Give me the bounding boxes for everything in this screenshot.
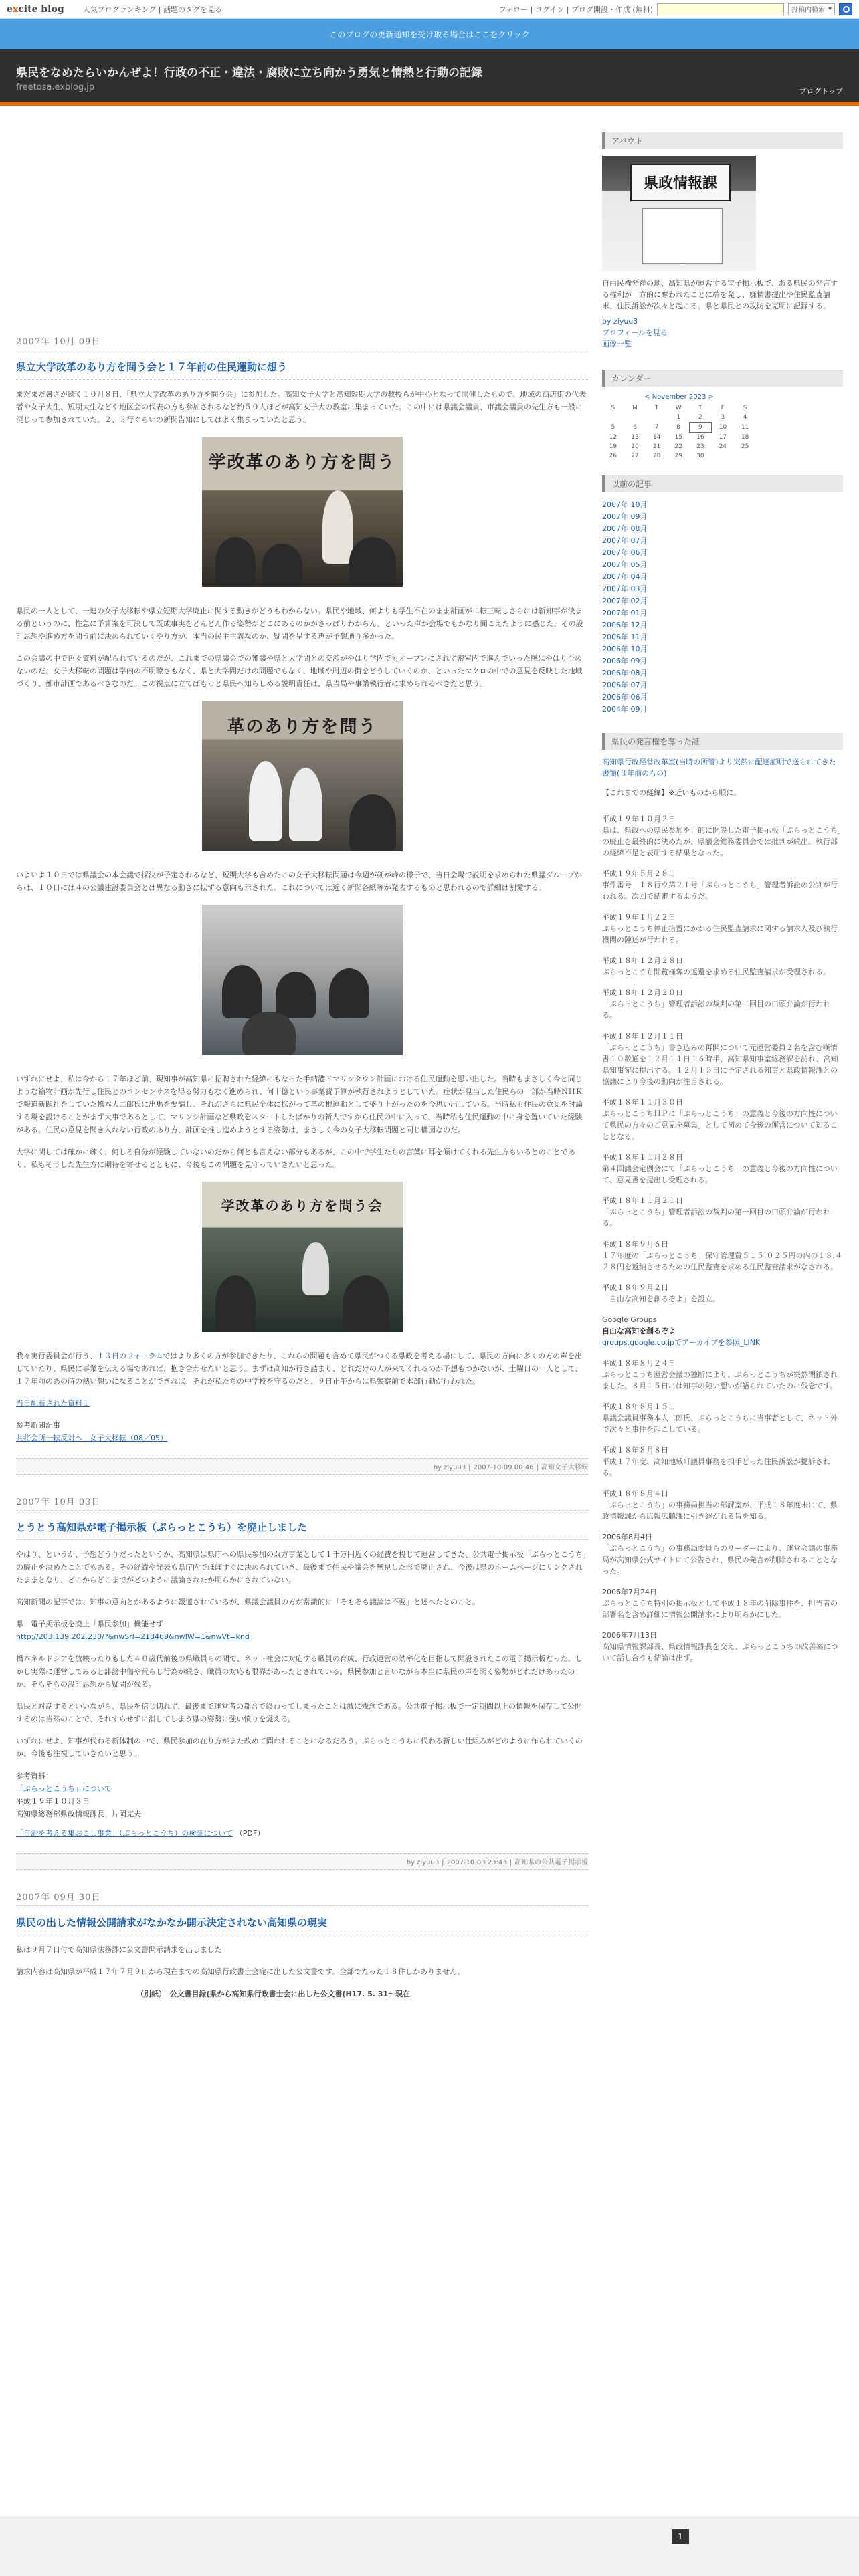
history-text: 事件番号 １８行ウ第２１号「ぷらっとこうち」管理者訴訟の公判が行われる。次回で結審するようだ。 bbox=[602, 881, 838, 901]
history-item bbox=[602, 911, 843, 946]
history-text: ぷらっとこうち停止措置にかかる住民監査請求に関する請求人及び執行機関の陳述が行われる。 bbox=[602, 924, 838, 944]
author-link[interactable]: by ziyuu3 bbox=[602, 317, 638, 326]
post-paragraph: 高知新聞の記事では、知事の意向とかあるように報道されているが、県議会議員の方が常識的に「そもそも議論は不要」と述べたとのこと。 bbox=[16, 1598, 480, 1606]
history-date: 2006年7月13日 bbox=[602, 1631, 657, 1640]
history-item bbox=[602, 868, 843, 902]
calendar-month-nav[interactable]: < November 2023 > bbox=[644, 393, 714, 401]
photo-banner-text: 革のあり方を問う bbox=[227, 717, 377, 737]
post-paragraph: この会議の中で色々資料が配られているのだが、これまでの県議会での審議や県と大学間との交渉がやはり学内でもオープンにされず密室内で進んでいった感はやはり否めないのだ。女子大移転の問題は学内の不明瞭さもなく、県と大学間だけの問題でもなく、地域や周辺の街をどうしていくのか、といったマクロの中での意見を反映した地域づくり、都市計画であるべきなのだ。この視点に立てばもっと県民へ知らしめる説明責任は、県当局や事業執行者に求められるべきだと思う。 bbox=[16, 654, 583, 688]
post-paragraph: 私は９月７日付で高知県法務課に公文書開示請求を出しました bbox=[16, 1945, 222, 1954]
top-bar bbox=[0, 0, 859, 19]
history-date: 平成１８年１１月２８日 bbox=[602, 1153, 683, 1162]
post-author[interactable]: by ziyuu3 bbox=[406, 1859, 440, 1866]
history-text: ぷらっとこうち閲覧権奪の返還を求める住民監査請求が受理される。 bbox=[602, 968, 830, 976]
evidence-heading: 県民の発言権を奪った証 bbox=[602, 733, 843, 750]
history-date: 平成１８年８月１５日 bbox=[602, 1402, 676, 1411]
post-paragraph: 県民の一人として、一連の女子大移転や県立短期大学廃止に関する動きがどうもわからない。県民や地域、何よりも学生不在のまま計画が二転三転しさらには新知事が決まる前というのに、性急に予算案を可決して既成事実をどんどん作る姿勢がどこにあるのかがさっぱりわからん。といった声が会場でもかなり聞こえたように感じた。その設計思想や進め方を問う前に決められていくやり方が、本当の民主主義なのか、疑問を呈する声が予想通り多かった。 bbox=[16, 607, 583, 641]
post-paragraph: いずれにせよ、私は今から１７年ほど前、現知事が高知県に招聘された経緯にもなった手結港ドマリンタウン計画における住民運動を思い出した。当時もまさしく今と同じような箱物計画が先行し住民とのコンセンサスを得る努力もなく進められ、何十億という事業費予算が執行されようとしていた。症状が見当した住民らの一部が当時ＮＨＫで報道新聞社をしていた橋本大二郎氏に出馬を要請し、それがさらに県民全体に拡がって草の根運動として盛り上がったのを今思い出している。当時私も住民の意見を討論する場を設けることがまず大事であるとして、マリンシ計画など県政をスタートしたばかりの新人ですから住民の中に入って、当時私も住民運動の中に身を置いていた経験がある。住民の意見を聞き入れない行政のあり方、計画を推し進めようとする姿勢は、まさしく今の女子大移転問題と同じ構図なのだ。 bbox=[16, 1075, 583, 1134]
update-notice-banner[interactable]: このブログの更新通知を受け取る場合はここをクリック bbox=[0, 19, 859, 49]
calendar-heading: カレンダー bbox=[602, 370, 843, 387]
handout-link[interactable]: 当日配布された資料１ bbox=[16, 1399, 90, 1408]
history-text: ぷらっとこうち運営会議の独断により、ぷらっとこうちが突然閉鎖されました。８月１５日には知事の熱い想いが語られていたのに残念です。 bbox=[602, 1370, 838, 1390]
history-item bbox=[602, 1239, 843, 1273]
archive-month-link[interactable]: 2007年 08月 bbox=[602, 524, 648, 533]
post-paragraph: やはり、というか、予想どうりだったというか、高知県は県庁への県民参加の双方事業として１千万円近くの経費を投じて運営してきた、公共電子掲示板「ぷらっとこうち」の廃止を決めたことでもある。その経緯や発表も県庁内でほぼすぐに決められていき、最後まで住民や議会を無視した形で廃止され、今後は県のホームページにリンクされたままとなり、どこからどこまでがどのように議論されたか明らかにされていない。 bbox=[16, 1550, 587, 1584]
news-url-link[interactable]: http://203.139.202.230/?&nwSrl=218469&nwIW=1&nwVt=knd bbox=[16, 1632, 250, 1641]
history-item bbox=[602, 1444, 843, 1479]
archive-month-link[interactable]: 2006年 09月 bbox=[602, 657, 648, 665]
archive-month-link[interactable]: 2006年 12月 bbox=[602, 621, 648, 629]
photo-banner-text: 学改革のあり方を問う bbox=[208, 453, 396, 473]
history-text: 「ぷらっとこうち」管理者訴訟の裁判の第二回目の口頭弁論が行われる。 bbox=[602, 1000, 830, 1020]
history-date: 平成１９年５月２８日 bbox=[602, 869, 676, 878]
document-caption: （別紙） 公文書目録(県から高知県行政書士会に出した公文書(H17. 5. 31〜現在 bbox=[136, 1990, 411, 1998]
history-date: 2006年7月24日 bbox=[602, 1588, 657, 1596]
post-title[interactable]: 県立大学改革のあり方を問う会と１７年前の住民運動に想う bbox=[16, 360, 588, 380]
history-date: 平成１９年１０月２日 bbox=[602, 815, 676, 823]
history-item bbox=[602, 1031, 843, 1087]
history-text: 「ぷらっとこうち」の事務局委員らのリーダーにより、運営会議の事務局が高知県公式サイトにて公告され、県民の発言が削除されることとなった。 bbox=[602, 1544, 838, 1576]
archive-month-link[interactable]: 2006年 10月 bbox=[602, 645, 648, 653]
reference-author: 高知県総務部県政情報課長 片岡克夫 bbox=[16, 1810, 141, 1818]
chevron-down-icon: ▾ bbox=[828, 5, 832, 13]
post-title[interactable]: 県民の出した情報公開請求がなかなか開示決定されない高知県の現実 bbox=[16, 1915, 588, 1935]
group-archive-link[interactable]: groups.google.co.jpでアーカイブを参照_LINK bbox=[602, 1338, 761, 1347]
meeting-photo[interactable] bbox=[202, 905, 403, 1055]
post-date: 2007年 09月 30日 bbox=[16, 1890, 588, 1906]
reference-article-link[interactable]: 共将会所一転反対へ 女子大移転（08／05） bbox=[16, 1434, 167, 1442]
history-item bbox=[602, 1097, 843, 1142]
blog-title[interactable]: 県民をなめたらいかんぜよ！行政の不正・違法・腐敗に立ち向かう勇気と情熱と行動の記録 bbox=[16, 66, 482, 80]
history-item bbox=[602, 1358, 843, 1392]
history-date: 平成１８年８月２４日 bbox=[602, 1359, 676, 1368]
history-item bbox=[602, 1401, 843, 1435]
post-paragraph: いよいよ１０日では県議会の本会議で採決が予定されるなど、短期大学も含めたこの女子大移転問題は今週が剣が峰の様子で、当日会場で説明を求められた県議グループからは、１０日には４の公議建設委員会とは異なる動きに転ずる意向も示された。これについては近く新聞各紙等が発表するものと思われるので詳細は割愛する。 bbox=[16, 871, 582, 892]
history-text: 平成１７年度、高知地域町議員事務を相手どった住民訴訟が提訴される。 bbox=[602, 1457, 830, 1477]
sidebar bbox=[602, 132, 843, 1673]
forum-link[interactable]: １３日のフォーラム bbox=[97, 1352, 163, 1360]
post-footer: by ziyuu3 | 2007-10-03 23:43 | 高知県の公共電子掲示板 bbox=[16, 1853, 588, 1870]
archive-month-link[interactable]: 2007年 05月 bbox=[602, 560, 648, 569]
google-group-block bbox=[602, 1314, 843, 1348]
archive-month-link[interactable]: 2004年 09月 bbox=[602, 705, 648, 714]
history-text: 「ぷらっとこうち」書き込みの再開について元運営委員２名を含む嘆情書１０数通を１２月１１日１６時半、高知県知事室総務課を訪れ、高知県知事宛に提出する。１２月１５日に予定される知事と県政情報課との協議により今後の動向が注目される。 bbox=[602, 1043, 838, 1086]
history-text: ぷらっとこうちＨＰに「ぷらっとこうち」の意義と今後の方向性について県民の方々のご意見を募集」として初めて今後の運営について知ることとなる。 bbox=[602, 1109, 838, 1141]
archive-month-link[interactable]: 2007年 10月 bbox=[602, 500, 648, 509]
post-paragraph: 大学に関しては確かに疎く、何しろ自分が経験していないのだから何とも言えない部分もあるが、この中で学生たちの言葉に耳を傾けてくれる先生方もいるとのことであり、私もそうした先生方に期待を寄せるとともに、今後もこの問題を見守っていきたいと思った。 bbox=[16, 1148, 575, 1169]
post-category[interactable]: 高知女子大移転 bbox=[541, 1464, 588, 1471]
history-text: １７年度の「ぷらっとこうち」保守管理費５１５,０２５円の内の１８,４２８円を返納させるための住民監査を求める住民監査請求がなされる。 bbox=[602, 1251, 842, 1271]
reference-label: 参考資料： bbox=[16, 1772, 53, 1780]
archive-month-link[interactable]: 2007年 03月 bbox=[602, 584, 648, 593]
archive-month-link[interactable]: 2006年 06月 bbox=[602, 693, 648, 702]
history-item bbox=[602, 813, 843, 859]
history-text: 「自由な高知を創るぞよ」を設立。 bbox=[602, 1295, 720, 1303]
post-title[interactable]: とうとう高知県が電子掲示板（ぷらっとこうち）を廃止しました bbox=[16, 1520, 588, 1540]
post-paragraph: 県民と対話するといいながら、県民を信じ切れず、最後まで運営者の都合で終わってしまったことは誠に残念である。公共電子掲示板で一定期間以上の情報を保存して公開するのは当然のことで、それすらせずに消してしまう県の姿勢に強い憤りを覚える。 bbox=[16, 1702, 583, 1723]
archive-month-link[interactable]: 2007年 07月 bbox=[602, 536, 648, 545]
post-category[interactable]: 高知県の公共電子掲示板 bbox=[514, 1859, 588, 1866]
pdf-label: （PDF） bbox=[235, 1829, 265, 1838]
about-heading: アバウト bbox=[602, 132, 843, 149]
history-item bbox=[602, 955, 843, 978]
archive-list bbox=[602, 499, 843, 716]
history-text: 県議会議員事務本人二郎氏、ぷらっとこうちに当事者として、ネット外で次々と事件を起こしている。 bbox=[602, 1414, 838, 1434]
history-list bbox=[602, 813, 843, 1305]
blog-header bbox=[0, 49, 859, 102]
post-paragraph: いずれにせよ、知事が代わる新体制の中で、県民参加の在り方がまた改めて問われることになるだろう。ぷらっとこうちに代わる新しい仕組みがどのように作られていくのか、今後も注視していきたいと思う。 bbox=[16, 1737, 583, 1758]
post-paragraph: 橋本ネルドシアを放映ったりもした４０歳代前後の県職員らの間で、ネット社会に対応する職員の育成、行政運営の効率化を目指して開設されたこの電子掲示板だった。しかし実際に運営してみると誹謗中傷や荒らし行為が続き、職員の対応も限界があったとされている。県民参加と言いながら本当に県民の声を聞く姿勢がどれだけあったのか、そもそもの設計思想から疑問が残る。 bbox=[16, 1654, 583, 1689]
blog-domain: freetosa.exblog.jp bbox=[16, 82, 95, 92]
post-footer: by ziyuu3 | 2007-10-09 00:46 | 高知女子大移転 bbox=[16, 1458, 588, 1475]
evidence-document-link[interactable]: 高知県行政経営改革室(当時の所管)より突然に配達証明で送られてきた書類(３年前のもの) bbox=[602, 758, 836, 778]
office-sign: 県政情報課 bbox=[630, 164, 731, 201]
reference-date: 平成１９年１０月３日 bbox=[16, 1797, 90, 1806]
history-date: 2006年8月4日 bbox=[602, 1533, 652, 1541]
photo-banner-text: 学改革のあり方を問う会 bbox=[221, 1198, 383, 1214]
search-input[interactable] bbox=[657, 3, 784, 15]
account-links[interactable]: フォロー | ログイン | ブログ開設・作成 (無料) bbox=[498, 5, 653, 14]
excite-blog-logo[interactable]: excite blog bbox=[7, 3, 64, 15]
history-date: 平成１８年１２月２０日 bbox=[602, 988, 683, 997]
history-text: ぷらっとこうち特別の掲示板として平成１８年の削除事件を、担当者の部署名を含め詳細に情報公開請求により明らかにした。 bbox=[602, 1599, 838, 1619]
history-text: 高知県情報課部長、県政情報課長を交え、ぷらっとこうちの改善案について話し合うも結論は出ず。 bbox=[602, 1642, 838, 1662]
meeting-photo[interactable] bbox=[202, 701, 403, 851]
history-item bbox=[602, 1152, 843, 1186]
history-date: 平成１９年１月２２日 bbox=[602, 913, 676, 922]
calendar-today: 9 bbox=[690, 423, 712, 433]
about-text: 自由民権発祥の地、高知県が運営する電子掲示板で、ある県民の発言する権利が一方的に奪われたことに端を発し、嫌情書提出や住民監査請求、住民訴訟が次々と起こる。県と県民との攻防を克明に記録する。 bbox=[602, 279, 838, 310]
notice-board bbox=[642, 208, 723, 264]
history-date: 平成１８年８月８日 bbox=[602, 1446, 668, 1455]
history-text: 第４回議会定例会にて「ぷらっとこうち」の意義と今後の方向性について、意見書を提出し受理される。 bbox=[602, 1164, 838, 1184]
history-item bbox=[602, 987, 843, 1021]
history-list bbox=[602, 1358, 843, 1664]
search-icon[interactable] bbox=[839, 3, 852, 15]
history-date: 平成１８年１１月３０日 bbox=[602, 1098, 683, 1107]
post-date: 2007年 10月 03日 bbox=[16, 1495, 588, 1511]
archive-month-link[interactable]: 2006年 08月 bbox=[602, 669, 648, 677]
history-item bbox=[602, 1531, 843, 1577]
archive-month-link[interactable]: 2007年 04月 bbox=[602, 572, 648, 581]
blog-top-link[interactable]: ブログトップ bbox=[799, 87, 843, 96]
history-text: 「ぷらっとこうち」管理者訴訟の裁判の第一回目の口頭弁論が行われる。 bbox=[602, 1208, 830, 1228]
archive-month-link[interactable]: 2007年 06月 bbox=[602, 548, 648, 557]
history-date: 平成１８年９月２日 bbox=[602, 1283, 668, 1292]
post-date: 2007年 10月 09日 bbox=[16, 334, 588, 350]
post-paragraph: 請求内容は高知県が平成１７年７月９日から現在までの高知県行政書士会宛に出した公文書です。全部でたった１８件しかありません。 bbox=[16, 1967, 465, 1976]
group-name[interactable]: 自由な高知を創るぞよ bbox=[602, 1327, 676, 1335]
page-bottom-bar bbox=[0, 2516, 859, 2576]
archive-month-link[interactable]: 2007年 09月 bbox=[602, 512, 648, 521]
main-column bbox=[16, 334, 588, 2010]
reference-link[interactable]: 「ぷらっとこうち」について bbox=[16, 1784, 112, 1793]
archive-month-link[interactable]: 2007年 01月 bbox=[602, 609, 648, 617]
calendar: < November 2023 > S M T W T F S 1 2 3 4 5 6 7 8 9 10 11 12 13 14 15 16 17 18 19 20 21 22 23 24 25 26 27 28 29 30 bbox=[602, 393, 756, 461]
search-scope-select[interactable]: 投稿内検索 ▾ bbox=[788, 3, 835, 15]
history-item bbox=[602, 1586, 843, 1620]
history-text: 「ぷらっとこうち」の事務局担当の部課室が、平成１８年度末にて、県政情報課から広報広聴課に引き継がれる旨を知る。 bbox=[602, 1501, 838, 1521]
history-item bbox=[602, 1282, 843, 1305]
history-date: 平成１８年８月４日 bbox=[602, 1489, 668, 1498]
header-accent-bar bbox=[0, 102, 859, 106]
post-time[interactable]: 2007-10-09 00:46 bbox=[473, 1464, 534, 1471]
history-date: 平成１８年９月６日 bbox=[602, 1240, 668, 1249]
history-lead: 【これまでの経緯】※近いものから順に。 bbox=[602, 788, 741, 797]
page-number-button[interactable]: 1 bbox=[672, 2529, 689, 2544]
history-item bbox=[602, 1630, 843, 1664]
history-item bbox=[602, 1488, 843, 1522]
archive-heading: 以前の記事 bbox=[602, 475, 843, 492]
ranking-links[interactable]: 人気ブログランキング | 話題のタグを見る bbox=[82, 5, 222, 14]
google-groups-logo: Google Groups bbox=[602, 1315, 657, 1324]
history-item bbox=[602, 1195, 843, 1229]
image-list-link[interactable]: 画像一覧 bbox=[602, 340, 632, 348]
post-author[interactable]: by ziyuu3 bbox=[433, 1464, 466, 1471]
archive-month-link[interactable]: 2007年 02月 bbox=[602, 597, 648, 605]
archive-month-link[interactable]: 2006年 07月 bbox=[602, 681, 648, 689]
post-time[interactable]: 2007-10-03 23:43 bbox=[446, 1859, 507, 1866]
about-photo bbox=[602, 156, 756, 271]
profile-link[interactable]: プロフィールを見る bbox=[602, 328, 668, 337]
history-date: 平成１８年１２月１１日 bbox=[602, 1032, 683, 1041]
post-paragraph: まだまだ暑さが続く１０月８日、「県立大学改革のあり方を問う会」に参加した。高知女子大学と高知短期大学の教授らが中心となって開催したもので、地域の商店街の代表者や女子大生、短期大生などや地区会の代表の方も参加されるなど約５０人ほどが高知女子大の教室に集まっていた。この中には県議会議員、市議会議員の先生方も一般に混じって参加されていた。２、３行ぐらいの新聞告知にしてはよく集まっていたと思う。 bbox=[16, 390, 587, 424]
reference-label: 参考新聞記事 bbox=[16, 1421, 60, 1430]
history-text: 県は、県政への県民参加を目的に開設した電子掲示板「ぷらっとこうち」の廃止を最終的に決めたが、県議会総務委員会では批判が続出。執行部の経緯不足と表明する結果となった。 bbox=[602, 826, 842, 857]
meeting-photo[interactable] bbox=[202, 1182, 403, 1332]
meeting-photo[interactable] bbox=[202, 437, 403, 587]
news-headline: 県 電子掲示板を廃止「県民参加」機能せず bbox=[16, 1620, 163, 1628]
post-paragraph: 我々実行委員会が行う、１３日のフォーラムではより多くの方が参加できたり、これらの問題も含めて県民がつくる県政を考える場にして、県民の方向に多くの方の声を出していたり、県民に事業を伝える場であれば、抱き合わせたいと思う。まずは高知が行き詰まり、どれだけの人が来てくれるのか予想もつかないが、土曜日の一人として、１７年前のあの時の熱い想いになることができれば、それが私たちの中学校を守るのだと、９日正午からは県警察前で本部行動が行われた。 bbox=[16, 1352, 583, 1386]
reference-pdf-link[interactable]: 「自治を考える集おこし事業」（ぷらっとこうち）の検証について bbox=[16, 1829, 233, 1838]
history-date: 平成１８年１２月２８日 bbox=[602, 956, 683, 965]
history-date: 平成１８年１１月２１日 bbox=[602, 1196, 683, 1205]
archive-month-link[interactable]: 2006年 11月 bbox=[602, 633, 648, 641]
